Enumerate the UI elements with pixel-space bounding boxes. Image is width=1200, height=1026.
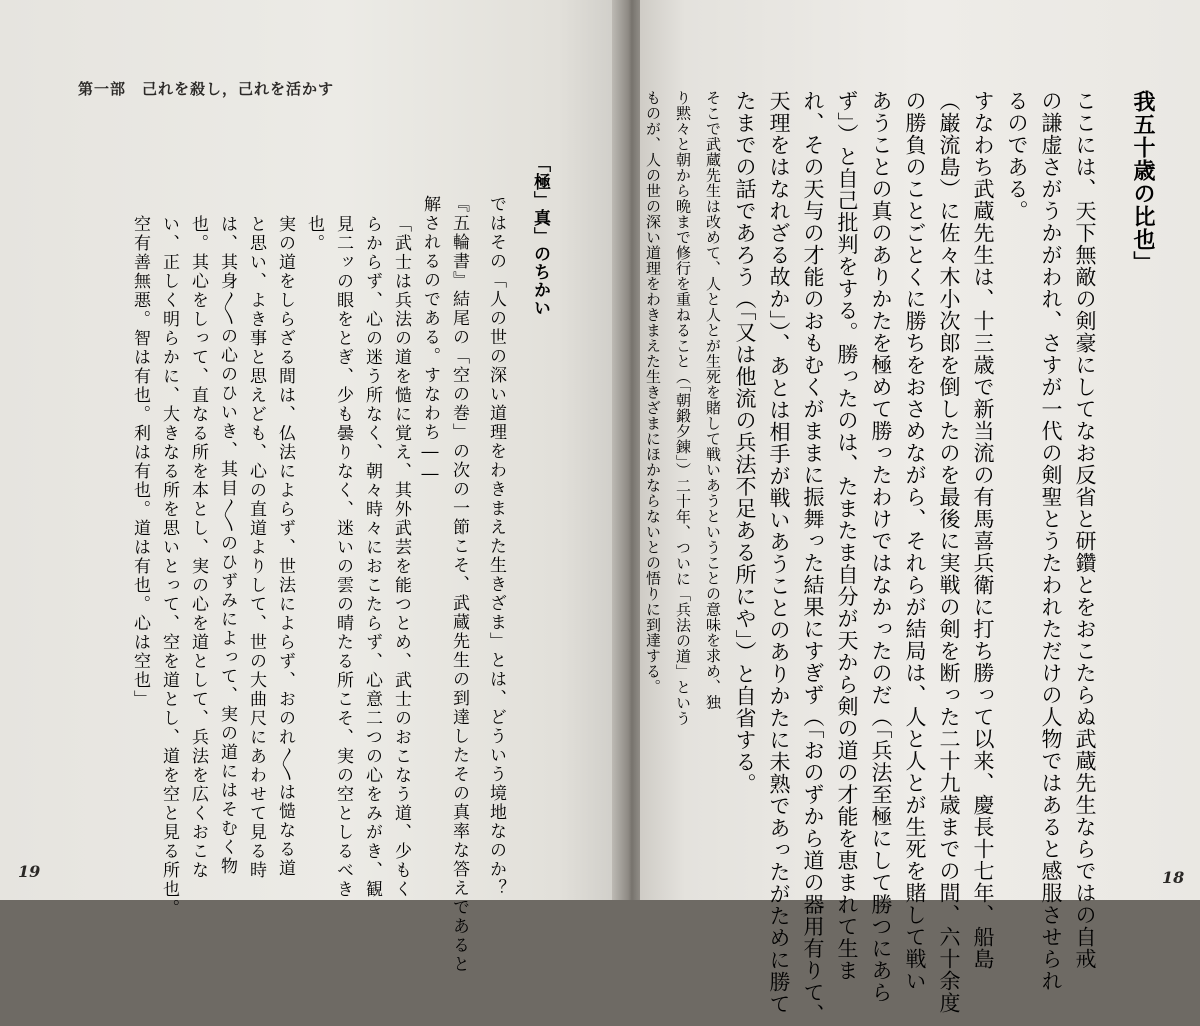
quote-line: い、正しく明らかに、大きなる所を思いとって、空を道とし、道を空と見る所也。 [159, 215, 179, 918]
quote-ending-heading: 我五十歳の比也」 [1130, 90, 1156, 274]
body-line: れ、その天与の才能のおもむくがままに振舞った結果にすぎず（「おのずから道の器用有りて、 [801, 90, 825, 1026]
note-line: り黙々と朝から晩まで修行を重ねること（「朝鍛夕錬」）二十年、ついに「兵法の道」という [674, 90, 692, 726]
note-line: そこで武蔵先生は改めて、人と人とが生死を賭して戦いあうということの意味を求め、独 [704, 90, 722, 710]
quote-line: と思い、よき事と思えども、心の直道よりして、世の大曲尺にあわせて見る時 [246, 215, 266, 880]
page-number-left: 19 [18, 862, 41, 881]
note-line: ものが、人の世の深い道理をわきまえた生きざまにほかならないとの悟りに到達する。 [644, 90, 662, 695]
body-line: 天理をはなれざる故か」）、あとは相手が戦いあうことのありかたに未熟であったがために勝て [767, 90, 791, 1015]
intro-line: ではその「人の世の深い道理をわきまえた生きざま」とは、どういう境地なのか？ [486, 195, 506, 898]
body-line: あうことの真のありかたを極めて勝ったわけではなかったのだ（「兵法至極にして勝つにあら [869, 90, 893, 1004]
body-line: ここには、天下無敵の剣豪にしてなお反省と研鑽とをおこたらぬ武蔵先生ならではの自戒 [1073, 90, 1097, 970]
quote-line: 見二ッの眼をとぎ、少も曇りなく、迷いの雲の晴たる所こそ、実の空としるべき [333, 215, 353, 899]
body-line: の謙虚さがうかがわれ、さすが一代の剣聖とうたわれただけの人物ではあると感服させられ [1039, 90, 1063, 992]
right-page-body [644, 90, 1160, 1026]
body-line: ず」）と自己批判をする。勝ったのは、たまたま自分が天から剣の道の才能を恵まれて生ま [835, 90, 859, 982]
section-heading: 「極」真」のちかい [530, 155, 550, 317]
quote-line: 実の道をしらざる間は、仏法によらず、世法によらず、おのれ〳〵は慥なる道 [275, 215, 295, 878]
left-page-body [40, 195, 510, 974]
intro-line: 『五輪書』結尾の「空の巻」の次の一節こそ、武蔵先生の到達したその真率な答えであると [449, 195, 469, 974]
quote-line: らからず、心の迷う所なく、朝々時々におこたらず、心意二つの心をみがき、観 [362, 215, 382, 899]
quote-line: 也。其心をしって、直なる所を本とし、実の心を道として、兵法を広くおこな [188, 215, 208, 880]
quote-line: 也。 [304, 215, 324, 253]
body-line: たまでの話であろう（「又は他流の兵法不足ある所にや」）と自省する。 [733, 90, 757, 795]
body-line: すなわち武蔵先生は、十三歳で新当流の有馬喜兵衛に打ち勝って以来、慶長十七年、船島 [971, 90, 995, 970]
quote-line: 空有善無悪。智は有也。利は有也。道は有也。心は空也」 [130, 215, 150, 709]
intro-line: 解されるのである。すなわち―― [420, 195, 440, 486]
body-line: （巌流島）に佐々木小次郎を倒したのを最後に実戦の剣を断った二十九歳までの間、六十余度 [937, 90, 961, 1014]
body-line: の勝負のことごとくに勝ちをおさめながら、それらが結局は、人と人とが生死を賭して戦い [903, 90, 927, 992]
quote-line: 「武士は兵法の道を慥に覚え、其外武芸を能つとめ、武士のおこなう道、少もく [391, 215, 411, 899]
page-number-right: 18 [1162, 868, 1185, 887]
body-line: るのである。 [1005, 90, 1029, 222]
quote-line: は、其身〳〵の心のひいき、其目〳〵のひずみによって、実の道にはそむく物 [217, 215, 237, 876]
running-head: 第一部 己れを殺し，己れを活かす [78, 80, 335, 98]
